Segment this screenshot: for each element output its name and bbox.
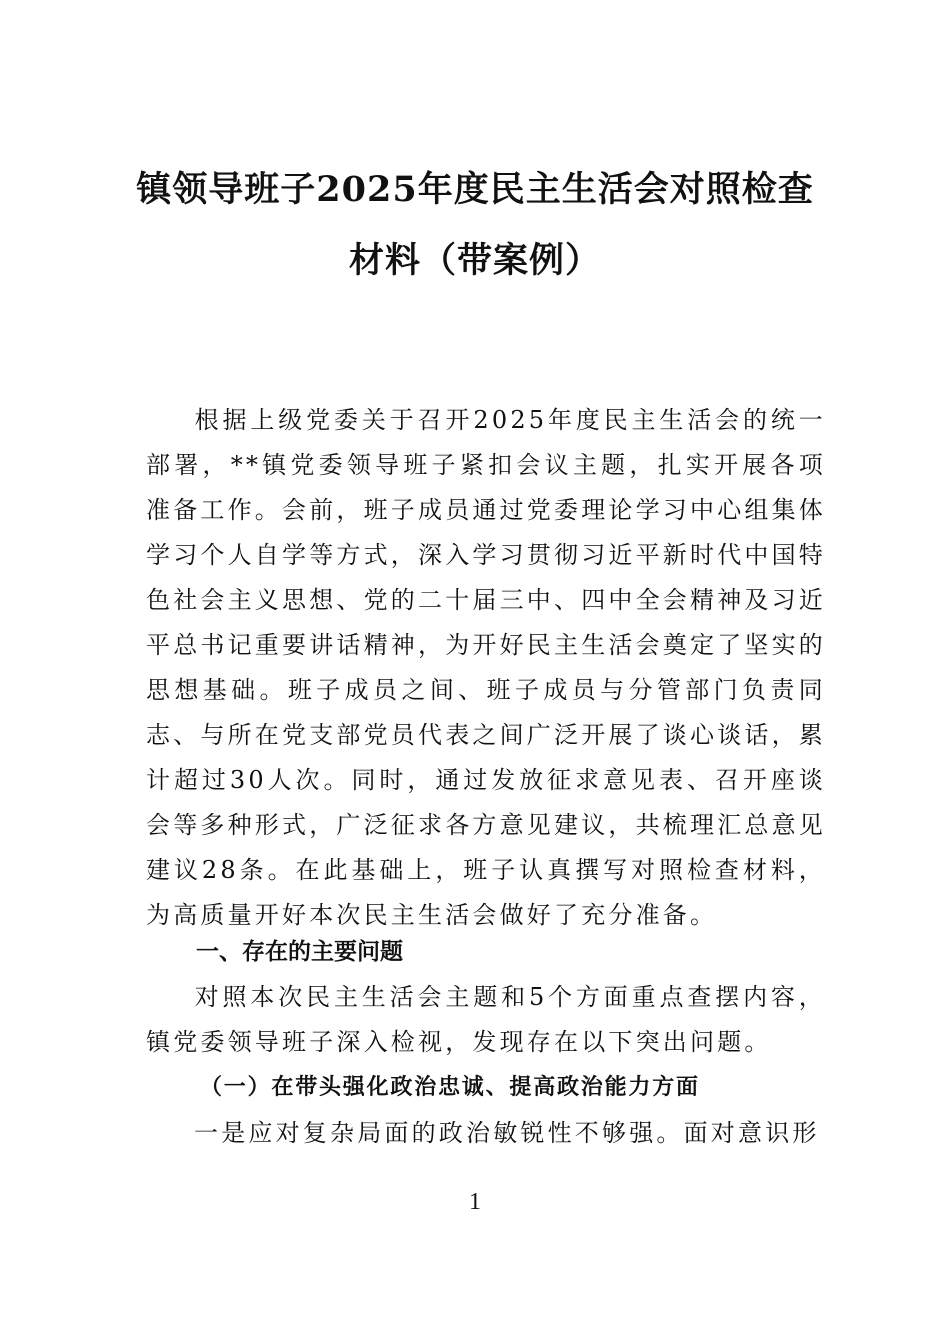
subsection-heading-1: （一）在带头强化政治忠诚、提高政治能力方面 — [200, 1074, 700, 1100]
page-number: 1 — [469, 1189, 481, 1215]
intro-paragraph-text: 根据上级党委关于召开2025年度民主生活会的统一部署，**镇党委领导班子紧扣会议主题，扎实开展各项准备工作。会前，班子成员通过党委理论学习中心组集体学习个人自学等方式，深入学习贯彻习近平新时代中国特色社会主义思想、党的二十届三中、四中全会精神及习近平总书记重要讲话精神，为开好民主生活会奠定了坚实的思想基础。班子成员之间、班子成员与分管部门负责同志、与所在党支部党员代表之间广泛开展了谈心谈话，累计超过30人次。同时，通过发放征求意见表、召开座谈会等多种形式，广泛征求各方意见建议，共梳理汇总意见建议28条。在此基础上，班子认真撰写对照检查材料，为高质量开好本次民主生活会做好了充分准备。 — [146, 406, 826, 929]
section-1-paragraph — [146, 975, 826, 1065]
subsection-1-paragraph-text: 一是应对复杂局面的政治敏锐性不够强。面对意识形 — [194, 1119, 820, 1147]
document-title-line-1: 镇领导班子2025年度民主生活会对照检查 — [136, 169, 814, 210]
section-1-paragraph-text: 对照本次民主生活会主题和5个方面重点查摆内容，镇党委领导班子深入检视，发现存在以下突出问题。 — [146, 983, 826, 1056]
section-heading-1: 一、存在的主要问题 — [196, 939, 403, 965]
intro-paragraph — [146, 398, 826, 938]
document-title-line-2: 材料（带案例） — [348, 240, 601, 281]
subsection-1-paragraph — [146, 1111, 826, 1156]
